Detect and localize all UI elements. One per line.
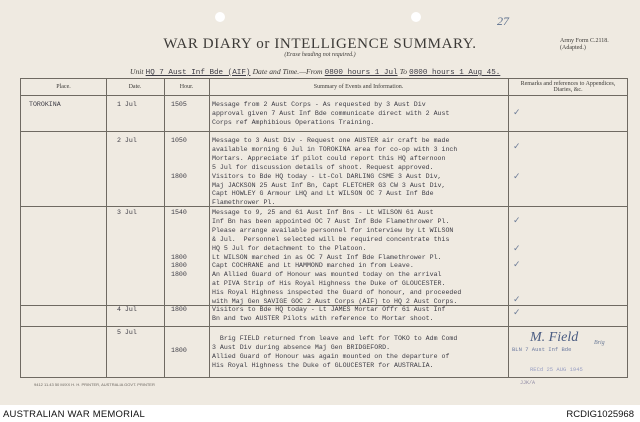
row-summary: Message from 2 Aust Corps - As requested by 3 Aust Div approval given 7 Aust Inf Bde communicate direct with 2 Aust Corps ref Amphibious Operations Training. (212, 101, 450, 126)
row-date: 4 Jul (117, 306, 137, 313)
margin-note: Brig (594, 340, 605, 346)
received-stamp: RECd 25 AUG 1945 (530, 366, 583, 373)
header-place: Place. (56, 84, 71, 90)
tick-mark: ✓ (513, 307, 521, 317)
header-hour: Hour. (179, 84, 194, 90)
tick-mark: ✓ (513, 141, 521, 151)
document-title: WAR DIARY or INTELLIGENCE SUMMARY. (163, 36, 477, 52)
unit-value: HQ 7 Aust Inf Bde (AIF) (145, 69, 251, 77)
date-to-label: To (399, 67, 408, 76)
form-reference (560, 38, 640, 52)
date-from: 0800 hours 1 Jul (324, 69, 398, 77)
row-date: 3 Jul (117, 209, 137, 216)
tick-mark: ✓ (513, 107, 521, 117)
header-remarks: Remarks and references to Appendices, Diaries, &c. (520, 81, 616, 93)
printer-imprint: 9412 11.43 50 M/XX H. H. PRINTER, AUSTRALIA GOVT. PRINTER (34, 382, 155, 387)
archive-reference: RCDIG1025968 (566, 409, 634, 420)
unit-stamp: BLN 7 Aust Inf Bde (512, 346, 572, 353)
row-hours: 1800 (171, 346, 187, 354)
column-divider (106, 79, 107, 377)
handwritten-page-number: 27 (497, 14, 509, 28)
row-summary: Brig FIELD returned from leave and left for TOKO to Adm Comd 3 Aust Div during absence Maj Gen BRIDGEFORD. Allied Guard of Honour was again mounted on the departure of His Royal Highness the Duke of GLOUCESTER for AUSTRALIA. (212, 335, 458, 369)
tick-mark: ✓ (513, 294, 521, 304)
tick-mark: ✓ (513, 215, 521, 225)
punch-hole (411, 12, 421, 22)
reference-stamp: JJK/A (520, 380, 536, 386)
row-divider (21, 326, 627, 327)
header-date: Date. (128, 84, 142, 90)
unit-label: Unit (130, 67, 144, 76)
row-date: 2 Jul (117, 137, 137, 144)
tick-mark: ✓ (513, 243, 521, 253)
row-summary: Visitors to Bde HQ today - Lt JAMES Mortar Offr 61 Aust Inf Bn and two AUSTER Pilots with reference to Mortar shoot. (212, 306, 446, 322)
row-hours: 1050 1800 (171, 137, 187, 180)
row-summary: Message to 3 Aust Div - Request one AUSTER air craft be made available morning 6 Jul in TOROKINA area for co-op with 3 inch Mortars. Appreciate if pilot could report this HQ afternoon 5 Jul for discussion details of shoot. Request approved. Visitors to Bde HQ today - Lt-Col DARLING CSME 3 Aust Div, Maj JACKSON 25 Aust Inf Bn, Capt FLETCHER G3 CW 3 Aust Div, Capt HOWLEY G Armour LHQ and Lt WILSON OC 7 Aust Inf Bde Flamethrower Pl. (212, 137, 458, 207)
form-number: Army Form C.2118. (560, 38, 609, 44)
row-summary: Message to 9, 25 and 61 Aust Inf Bns - Lt WILSON 61 Aust Inf Bn has been appointed OC 7 Aust Inf Bde Flamethrower Pl. Please arrange available personnel for interview by Lt WILSON & Jul. Personnel selected will be required concentrate this HQ 5 Jul for detachment to the Platoon. Lt WILSON marched in as OC 7 Aust Inf Bde Flamethrower Pl. Capt COCHRANE and Lt HAMMOND marched in from Leave. An Allied Guard of Honour was mounted today on the arrival at PIVA Strip of His Royal Highness the Duke of GLOUCESTER. His Royal Highness inspected the Guard of honour, and proceeded with Maj Gen SAVIGE GOC 2 Aust Corps (AIF) to HQ 2 Aust Corps. (212, 209, 462, 306)
document-subtitle: (Erase heading not required.) (284, 52, 356, 58)
date-to: 0800 hours 1 Aug 45. (409, 69, 501, 77)
row-divider (21, 131, 627, 132)
row-place: TOROKINA (29, 101, 61, 108)
archive-footer (0, 405, 640, 422)
form-adapted: (Adapted.) (560, 45, 586, 51)
unit-date-line (130, 67, 500, 77)
row-date: 1 Jul (117, 101, 137, 108)
tick-mark: ✓ (513, 259, 521, 269)
commander-signature: M. Field (530, 330, 579, 345)
tick-mark: ✓ (513, 171, 521, 181)
column-divider (508, 79, 509, 377)
row-date: 5 Jul (117, 329, 137, 336)
row-divider (21, 206, 627, 207)
column-divider (164, 79, 165, 377)
punch-hole (215, 12, 225, 22)
row-hours: 1800 (171, 306, 187, 313)
date-label: Date and Time.—From (252, 67, 323, 76)
row-hours: 1540 1800 1800 1800 (171, 209, 187, 279)
column-divider (209, 79, 210, 377)
archive-name: AUSTRALIAN WAR MEMORIAL (3, 409, 146, 420)
header-summary: Summary of Events and Information. (313, 84, 404, 90)
row-hours: 1505 (171, 101, 187, 108)
header-divider (21, 95, 627, 96)
